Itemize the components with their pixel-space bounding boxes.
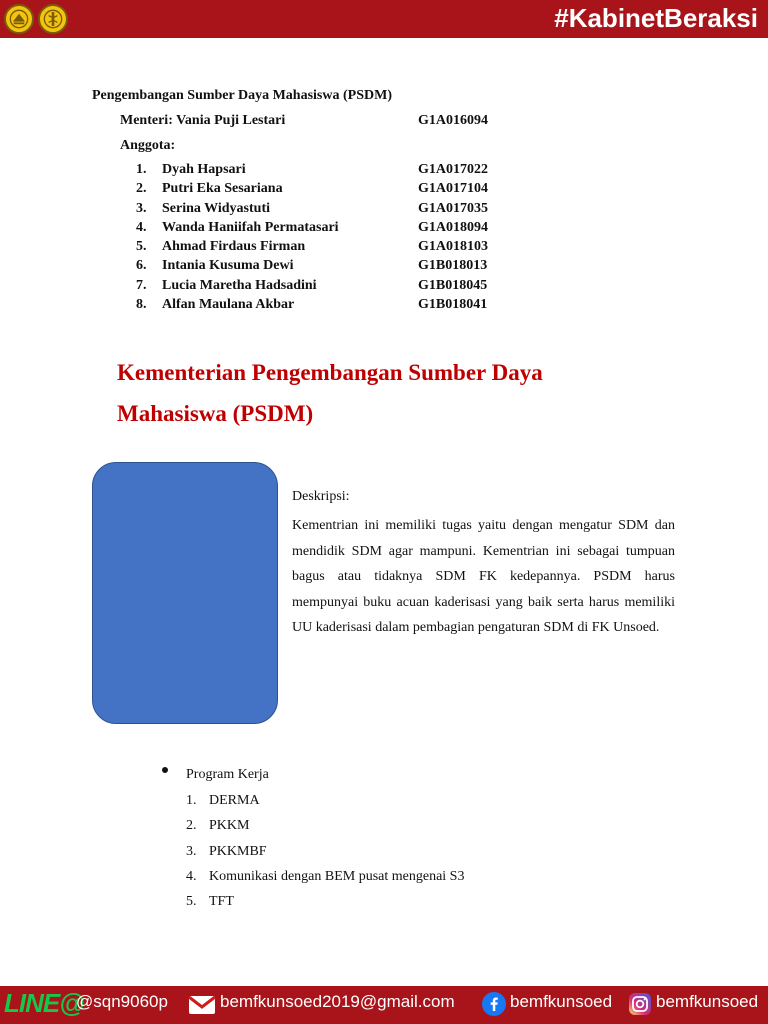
facebook-icon: [482, 992, 506, 1016]
email-address: bemfkunsoed2019@gmail.com: [220, 992, 455, 1011]
member-name: Lucia Maretha Hadsadini: [162, 277, 317, 293]
member-name: Serina Widyastuti: [162, 200, 271, 216]
list-item: [136, 258, 536, 277]
facebook-handle: bemfkunsoed: [510, 992, 613, 1011]
line-id: @sqn9060p: [76, 992, 168, 1011]
program-text: PKKM: [209, 818, 250, 834]
header-bar: [0, 0, 768, 38]
list-item: [136, 220, 536, 239]
program-number: 5.: [186, 894, 197, 910]
bullet-icon: [162, 767, 168, 773]
minister-label: Menteri: Vania Puji Lestari: [120, 113, 286, 128]
member-number: 2.: [136, 181, 147, 197]
mail-icon: [188, 995, 216, 1015]
list-item: [136, 162, 536, 181]
footer-bar: [0, 986, 768, 1024]
list-item: [136, 239, 536, 258]
line-logo-icon: LINE@: [4, 988, 84, 1018]
member-nim: G1B018041: [418, 297, 488, 313]
hashtag-title: #KabinetBeraksi: [554, 3, 758, 33]
list-item: [136, 297, 536, 316]
member-nim: G1A017035: [418, 200, 488, 216]
program-number: 3.: [186, 843, 197, 859]
description-label: Deskripsi:: [292, 489, 350, 504]
member-name: Dyah Hapsari: [162, 162, 246, 177]
program-number: 1.: [186, 793, 197, 808]
instagram-handle: bemfkunsoed: [656, 992, 759, 1011]
program-number: 2.: [186, 818, 197, 834]
member-name: Putri Eka Sesariana: [162, 181, 283, 197]
photo-placeholder: [92, 462, 278, 724]
minister-nim: G1A016094: [418, 113, 488, 128]
member-name: Intania Kusuma Dewi: [162, 258, 294, 274]
member-number: 6.: [136, 258, 147, 274]
member-nim: G1A017104: [418, 181, 488, 197]
university-logo-icon: [4, 4, 34, 34]
faculty-logo-icon: [38, 4, 68, 34]
list-item: [136, 201, 536, 220]
program-text: TFT: [209, 894, 234, 910]
member-nim: G1B018013: [418, 258, 488, 274]
member-number: 7.: [136, 277, 147, 293]
member-name: Ahmad Firdaus Firman: [162, 239, 306, 255]
member-number: 1.: [136, 162, 147, 177]
members-label: Anggota:: [120, 138, 176, 153]
program-text: DERMA: [209, 793, 260, 808]
program-kerja-label: Program Kerja: [186, 767, 269, 782]
member-name: Alfan Maulana Akbar: [162, 297, 295, 313]
description-text: Kementrian ini memiliki tugas yaitu dengan mengatur SDM dan mendidik SDM agar mampuni. Kementrian ini sebagai tumpuan bagus atau tidaknya SDM FK kedepannya. PSDM harus mempunyai buku acuan kaderisasi yang baik serta harus memiliki UU kaderisasi dalam pembagian pengaturan SDM di FK Unsoed.: [292, 518, 675, 635]
member-number: 5.: [136, 239, 147, 255]
program-text: Komunikasi dengan BEM pusat mengenai S3: [209, 868, 465, 884]
member-number: 8.: [136, 297, 147, 313]
list-item: [136, 181, 536, 200]
member-nim: G1A018103: [418, 239, 488, 255]
program-number: 4.: [186, 868, 197, 884]
member-name: Wanda Haniifah Permatasari: [162, 219, 339, 235]
list-item: [136, 278, 536, 297]
member-number: 3.: [136, 200, 147, 216]
instagram-icon: [628, 992, 652, 1016]
member-list: [136, 162, 536, 316]
member-number: 4.: [136, 219, 147, 235]
member-nim: G1B018045: [418, 277, 488, 293]
member-nim: G1A017022: [418, 162, 488, 177]
member-nim: G1A018094: [418, 219, 488, 235]
program-text: PKKMBF: [209, 843, 267, 859]
ministry-heading: Kementerian Pengembangan Sumber Daya Mahasiswa (PSDM): [117, 360, 543, 426]
department-title: Pengembangan Sumber Daya Mahasiswa (PSDM): [92, 88, 392, 103]
